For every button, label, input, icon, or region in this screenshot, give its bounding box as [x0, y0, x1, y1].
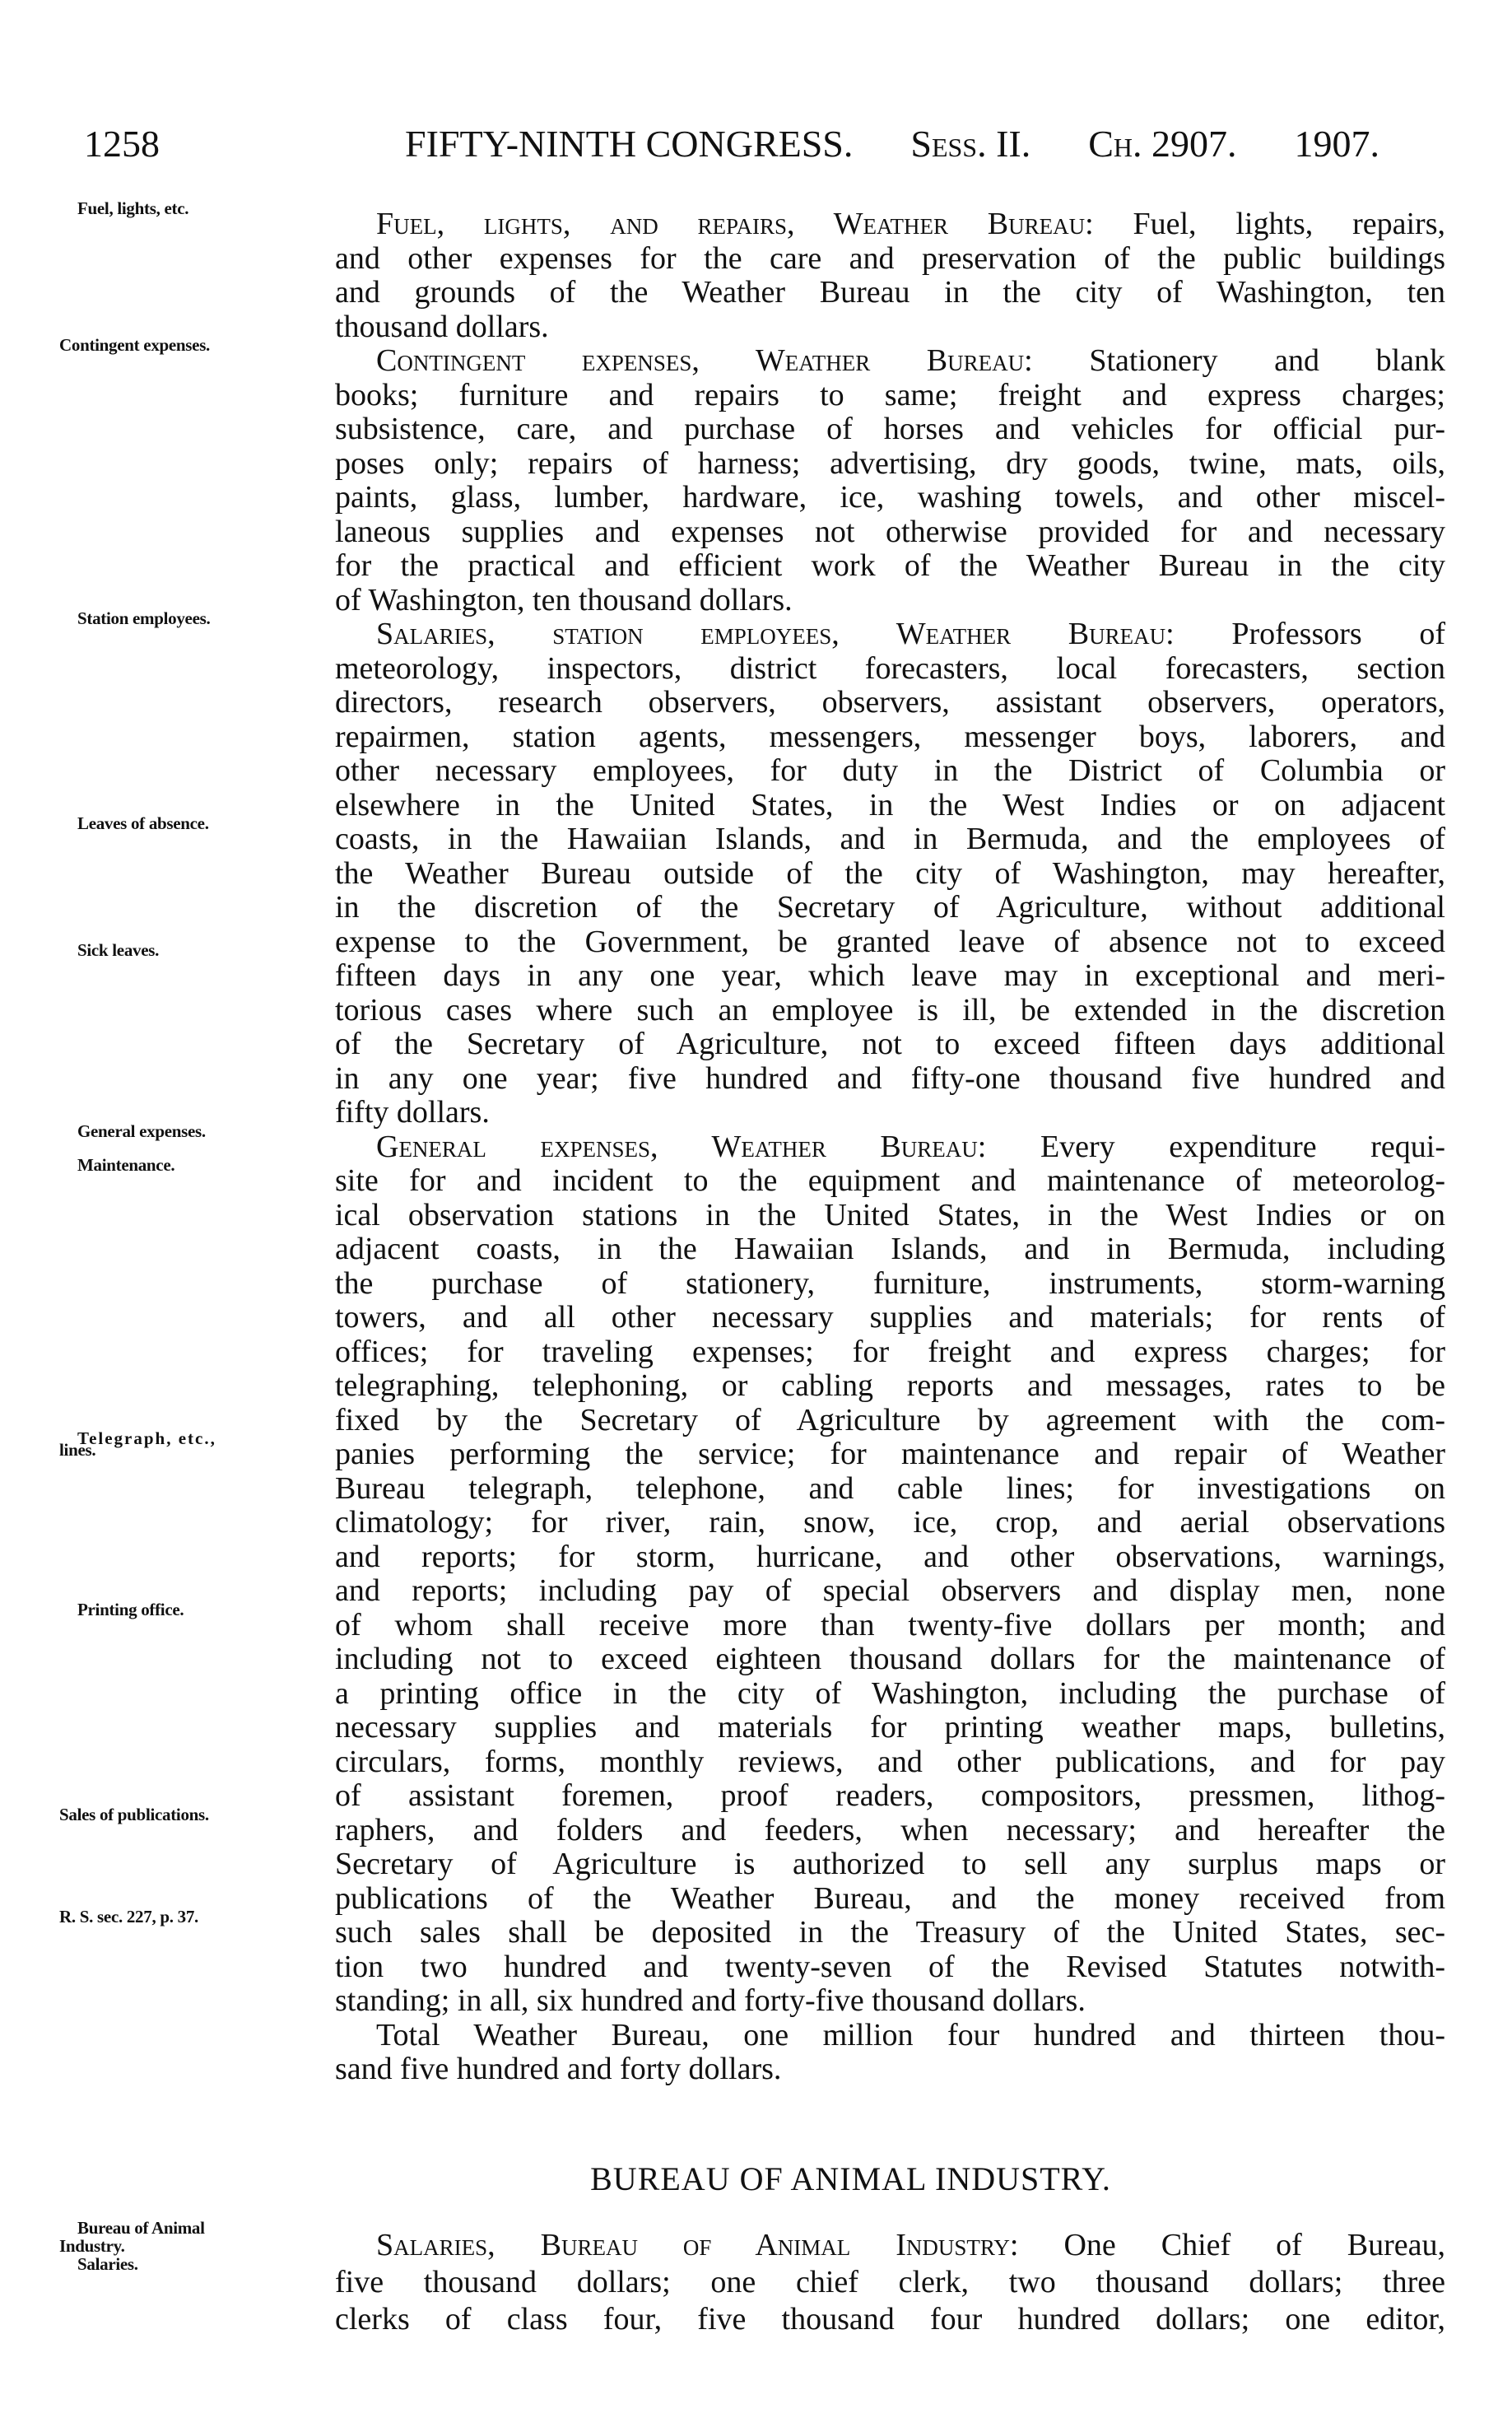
paragraph	[77, 608, 1446, 1130]
line-text: fifteen days in any one year, which leave may in exceptional and meri-	[335, 958, 1445, 993]
line-text: One Chief of Bureau,	[1018, 2228, 1445, 2262]
text-line	[335, 2264, 1445, 2301]
line-text: circulars, forms, monthly reviews, and other publications, and for pay	[335, 1744, 1445, 1779]
lead-in: General expenses, Weather Bureau:	[376, 1129, 987, 1164]
line-text: paints, glass, lumber, hardware, ice, washing towels, and other miscel-	[335, 480, 1445, 515]
running-head-chapter: Ch. 2907.	[1088, 123, 1237, 165]
line-text: directors, research observers, observers, assistant observers, operators,	[335, 685, 1445, 720]
line-text: tion two hundred and twenty-seven of the Revised Statutes notwith-	[335, 1949, 1445, 1984]
line-text: Every expenditure requi-	[986, 1129, 1445, 1164]
text-line	[59, 1907, 1445, 1950]
margin-note: Contingent expenses.	[59, 335, 211, 355]
text-line	[335, 2301, 1445, 2338]
line-text: Fuel, lights, repairs,	[1093, 207, 1445, 241]
text-line	[335, 994, 1445, 1028]
text-line	[335, 686, 1445, 720]
text-line	[59, 2218, 1445, 2274]
text-line	[335, 1540, 1445, 1575]
text-line	[335, 1847, 1445, 1882]
text-line	[335, 1711, 1445, 1745]
margin-note: Fuel, lights, etc.	[77, 198, 189, 218]
line-text: a printing office in the city of Washington, including the purchase of	[335, 1675, 1445, 1711]
text-line	[77, 608, 1446, 652]
line-text: the Weather Bureau outside of the city of Washington, may hereafter,	[335, 855, 1445, 891]
line-text: site for and incident to the equipment and maintenance of meteorolog-	[335, 1163, 1445, 1198]
margin-note: Sales of publications.	[59, 1804, 209, 1824]
line-text: Stationery and blank	[1032, 343, 1446, 378]
line-text: coasts, in the Hawaiian Islands, and in Bermuda, and the employees of	[335, 822, 1445, 856]
text-line	[335, 481, 1445, 515]
margin-note-line: Bureau of Animal	[77, 2218, 205, 2238]
line-text: for the practical and efficient work of the Weather Bureau in the city	[335, 548, 1445, 583]
line-text: five thousand dollars; one chief clerk, two thousand dollars; three	[335, 2265, 1445, 2299]
line-text: necessary supplies and materials for printing weather maps, bulletins,	[335, 1710, 1445, 1745]
page-number: 1258	[84, 123, 160, 165]
text-line	[335, 1472, 1445, 1507]
line-text: other necessary employees, for duty in the District of Columbia or	[335, 753, 1445, 788]
line-text: telegraphing, telephoning, or cabling reports and messages, rates to be	[335, 1368, 1445, 1403]
line-text: sand five hundred and forty dollars.	[335, 2052, 782, 2086]
text-line	[335, 1574, 1445, 1609]
line-text: meteorology, inspectors, district forecasters, local forecasters, section	[335, 650, 1445, 686]
line-text: raphers, and folders and feeders, when necessary; and hereafter the	[335, 1812, 1445, 1847]
line-text: expense to the Government, be granted leave of absence not to exceed	[335, 924, 1445, 959]
line-text: climatology; for river, rain, snow, ice, crop, and aerial observations	[335, 1505, 1445, 1540]
text-line	[335, 1232, 1445, 1267]
line-text: elsewhere in the United States, in the West Indies or on adjacent	[335, 787, 1445, 822]
paragraph	[59, 1120, 1445, 2019]
text-line	[335, 584, 1445, 618]
lead-in: Salaries, Bureau of Animal Industry:	[376, 2228, 1019, 2262]
line-text: poses only; repairs of harness; advertising, dry goods, twine, mats, oils,	[335, 445, 1445, 481]
line-text: thousand dollars.	[335, 309, 549, 344]
margin-note	[59, 1429, 323, 1459]
running-head-year: 1907.	[1294, 123, 1379, 165]
text-line	[77, 1155, 1445, 1199]
text-line	[335, 310, 1445, 345]
text-line	[335, 652, 1445, 687]
line-text: books; furniture and repairs to same; freight and express charges;	[335, 377, 1445, 412]
margin-note-line: Salaries.	[77, 2254, 138, 2274]
text-line	[77, 198, 1445, 242]
line-text: subsistence, care, and purchase of horses and vehicles for official pur-	[335, 412, 1445, 446]
margin-note: Sick leaves.	[77, 940, 160, 960]
running-head-congress: FIFTY-NINTH CONGRESS.	[405, 123, 854, 165]
line-text: Secretary of Agriculture is authorized to sell any surplus maps or	[335, 1847, 1445, 1881]
text-line	[335, 1677, 1445, 1712]
line-text: laneous supplies and expenses not otherwise provided for and necessary	[335, 514, 1445, 549]
text-line	[335, 2019, 1445, 2053]
text-line	[335, 925, 1445, 960]
paragraph	[77, 198, 1445, 344]
text-line	[335, 379, 1445, 413]
text-line	[335, 891, 1445, 925]
weather-bureau-text	[59, 198, 1446, 2087]
margin-note: Maintenance.	[77, 1155, 175, 1175]
text-line	[335, 1779, 1445, 1814]
line-text: Professors of	[1174, 617, 1446, 651]
text-line	[335, 1301, 1445, 1335]
paragraph	[59, 2218, 1445, 2338]
lead-in: Salaries, station employees, Weather Bureau:	[376, 617, 1175, 651]
line-text: fifty dollars.	[335, 1095, 490, 1130]
animal-industry-text	[59, 2218, 1445, 2338]
margin-note-line: Telegraph, etc.,	[77, 1428, 216, 1448]
margin-note-line: lines.	[59, 1440, 96, 1460]
margin-note: Station employees.	[77, 608, 211, 628]
text-line	[59, 1428, 1445, 1472]
text-line	[335, 1404, 1445, 1438]
section-heading: BUREAU OF ANIMAL INDUSTRY.	[590, 2160, 1111, 2197]
line-text: of Washington, ten thousand dollars.	[335, 582, 793, 617]
line-text: fixed by the Secretary of Agriculture by agreement with the com-	[335, 1402, 1445, 1437]
line-text: publications of the Weather Bureau, and the money received from	[335, 1880, 1445, 1916]
text-line	[335, 1642, 1445, 1677]
line-text: and reports; for storm, hurricane, and other observations, warnings,	[335, 1539, 1445, 1574]
line-text: in the discretion of the Secretary of Agriculture, without additional	[335, 890, 1445, 925]
line-text: ical observation stations in the United States, in the West Indies or on	[335, 1197, 1445, 1232]
running-head-session: Sess. II.	[910, 123, 1031, 165]
text-line	[77, 813, 1445, 857]
line-text: panies performing the service; for maintenance and repair of Weather	[335, 1437, 1445, 1471]
text-line	[335, 1267, 1445, 1302]
margin-note	[59, 2219, 323, 2273]
text-line	[335, 1882, 1445, 1917]
text-line	[335, 1506, 1445, 1540]
text-line	[335, 1062, 1445, 1097]
text-line	[77, 1599, 1445, 1643]
line-text: including not to exceed eighteen thousand dollars for the maintenance of	[335, 1642, 1445, 1676]
paragraph	[59, 335, 1446, 617]
line-text: offices; for traveling expenses; for freight and express charges; for	[335, 1334, 1445, 1369]
line-text: Total Weather Bureau, one million four hundred and thirteen thou-	[376, 2017, 1445, 2052]
line-text: repairmen, station agents, messengers, messenger boys, laborers, and	[335, 719, 1445, 754]
line-text: and other expenses for the care and preservation of the public buildings	[335, 240, 1445, 276]
text-line	[335, 1096, 1445, 1130]
line-text: adjacent coasts, in the Hawaiian Islands, and in Bermuda, including	[335, 1232, 1445, 1266]
lead-in: Contingent expenses, Weather Bureau:	[376, 343, 1033, 378]
text-line	[59, 1804, 1445, 1848]
margin-note-line: Industry.	[59, 2236, 125, 2256]
margin-note: Leaves of absence.	[77, 813, 209, 833]
line-text: in any one year; five hundred and fifty-one thousand five hundred and	[335, 1060, 1445, 1096]
text-line	[335, 515, 1445, 550]
line-text: of assistant foremen, proof readers, compositors, pressmen, lithog-	[335, 1778, 1445, 1813]
text-line	[335, 789, 1445, 823]
line-text: torious cases where such an employee is ill, be extended in the discretion	[335, 992, 1445, 1027]
text-line	[335, 1335, 1445, 1370]
running-head	[405, 122, 1379, 166]
text-line	[335, 1027, 1445, 1062]
line-text: clerks of class four, five thousand four hundred dollars; one editor,	[335, 2302, 1445, 2336]
line-text: of whom shall receive more than twenty-five dollars per month; and	[335, 1607, 1445, 1642]
text-line	[335, 720, 1445, 755]
text-line	[335, 1745, 1445, 1780]
text-line	[335, 412, 1445, 447]
line-text: and grounds of the Weather Bureau in the city of Washington, ten	[335, 275, 1445, 310]
text-line	[335, 754, 1445, 789]
text-line	[335, 242, 1445, 277]
line-text: of the Secretary of Agriculture, not to exceed fifteen days additional	[335, 1027, 1445, 1061]
text-line	[335, 857, 1445, 892]
text-line	[335, 1199, 1445, 1233]
line-text: the purchase of stationery, furniture, instruments, storm-warning	[335, 1265, 1445, 1301]
line-text: standing; in all, six hundred and forty-five thousand dollars.	[335, 1983, 1086, 2018]
paragraph	[335, 2019, 1445, 2087]
text-line	[335, 276, 1445, 310]
text-line	[59, 335, 1446, 379]
text-line	[335, 549, 1445, 584]
text-line	[335, 447, 1445, 482]
text-line	[335, 1984, 1445, 2019]
lead-in: Fuel, lights, and repairs, Weather Bureau:	[376, 207, 1094, 241]
line-text: Bureau telegraph, telephone, and cable lines; for investigations on	[335, 1470, 1445, 1506]
text-line	[335, 1950, 1445, 1985]
text-line	[335, 2052, 1445, 2087]
line-text: such sales shall be deposited in the Treasury of the United States, sec-	[335, 1915, 1445, 1950]
text-line	[335, 1369, 1445, 1404]
line-text: and reports; including pay of special observers and display men, none	[335, 1573, 1445, 1608]
margin-note: General expenses.	[77, 1120, 206, 1141]
line-text: towers, and all other necessary supplies and materials; for rents of	[335, 1300, 1445, 1335]
margin-note: Printing office.	[77, 1599, 184, 1619]
margin-note: R. S. sec. 227, p. 37.	[59, 1907, 198, 1926]
